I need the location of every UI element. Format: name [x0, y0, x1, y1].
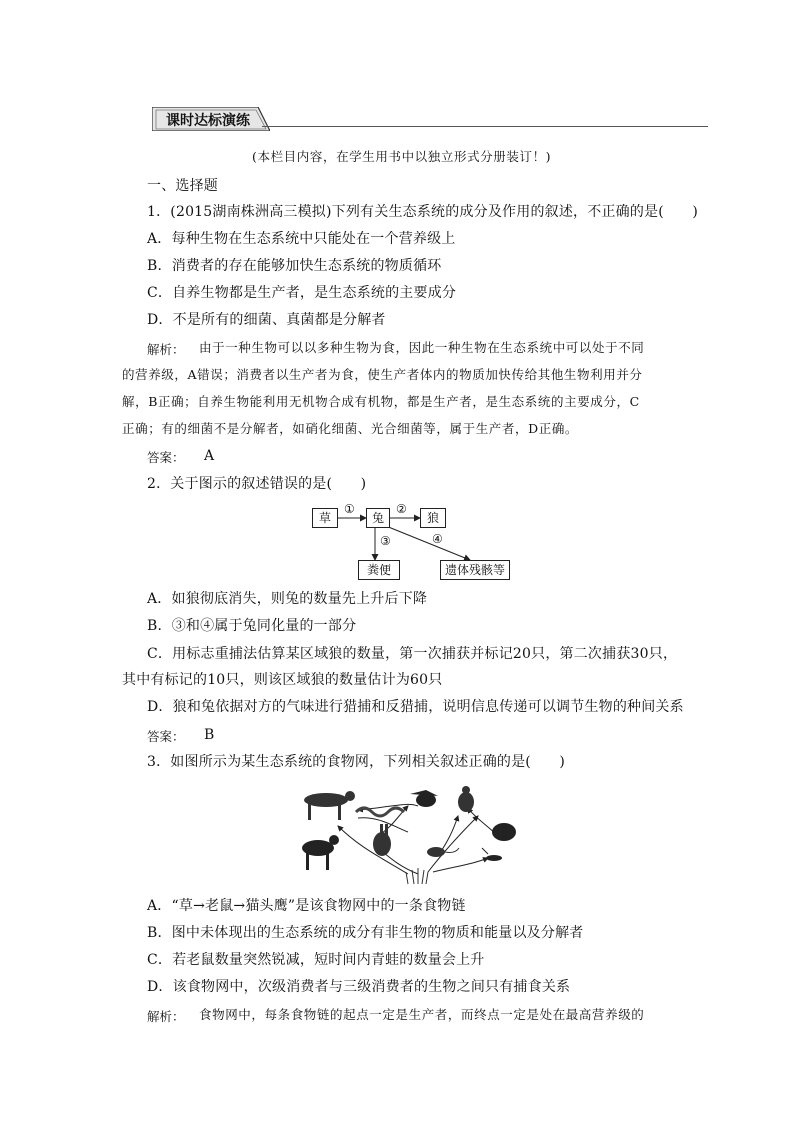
q1-answer: A — [204, 448, 215, 464]
section-heading: 一、选择题 — [147, 178, 218, 194]
goat-icon — [302, 835, 339, 870]
snake-icon — [356, 808, 404, 816]
header-rule — [262, 126, 708, 127]
edge-label-1: ① — [344, 502, 355, 516]
rabbit-icon — [373, 824, 391, 856]
q3-option-b: B．图中未体现出的生态系统的成分有非生物的物质和能量以及分解者 — [147, 925, 584, 941]
q3-option-d: D．该食物网中，次级消费者与三级消费者的生物之间只有捕食关系 — [147, 979, 571, 995]
q3-option-c: C．若老鼠数量突然锐减，短时间内青蛙的数量会上升 — [147, 952, 485, 968]
q3-explanation-label: 解析： — [147, 1009, 185, 1024]
food-web-illustration — [298, 786, 528, 886]
q2-option-a: A．如狼彻底消失，则兔的数量先上升后下降 — [147, 591, 428, 607]
q1-explanation-line: 解，B正确；自养生物能利用无机物合成有机物，都是生产者，是生态系统的主要成分，C — [122, 394, 640, 409]
q1-answer-label: 答案： — [147, 450, 185, 465]
frog-icon — [492, 823, 516, 841]
edge-label-3: ③ — [380, 534, 391, 548]
q3-explanation-line: 食物网中，每条食物链的起点一定是生产者，而终点一定是处在最高营养级的 — [199, 1007, 645, 1022]
edge-label-4: ④ — [432, 532, 443, 546]
q2-answer-label: 答案： — [147, 729, 185, 744]
node-remains: 遗体残骸等 — [440, 560, 510, 580]
q1-option-d: D．不是所有的细菌、真菌都是分解者 — [147, 312, 386, 328]
node-rabbit: 兔 — [366, 508, 390, 528]
q1-explanation-line: 的营养级，A错误；消费者以生产者为食，使生产者体内的物质加快传给其他生物利用并分 — [122, 367, 643, 382]
q1-explanation-label: 解析： — [147, 342, 185, 357]
monkey-icon — [458, 786, 474, 812]
node-feces: 粪便 — [358, 560, 400, 580]
cheetah-icon — [304, 791, 355, 820]
q1-explanation-line: 正确；有的细菌不是分解者，如硝化细菌、光合细菌等，属于生产者，D正确。 — [122, 421, 579, 436]
q2-option-c: C．用标志重捕法估算某区域狼的数量，第一次捕获并标记20只，第二次捕获30只， — [147, 646, 678, 662]
energy-flow-diagram — [300, 500, 520, 582]
q1-option-c: C．自养生物都是生产者，是生态系统的主要成分 — [147, 285, 457, 301]
q2-stem: 2．关于图示的叙述错误的是( ) — [147, 476, 367, 492]
q1-explanation-line: 由于一种生物可以以多种生物为食，因此一种生物在生态系统中可以处于不同 — [199, 340, 645, 355]
q3-stem: 3．如图所示为某生态系统的食物网，下列相关叙述正确的是( ) — [147, 754, 566, 770]
q3-option-a: A．“草→老鼠→猫头鹰”是该食物网中的一条食物链 — [147, 898, 466, 914]
node-wolf: 狼 — [420, 508, 446, 528]
q2-option-c-cont: 其中有标记的10只，则该区域狼的数量估计为60只 — [122, 672, 443, 688]
q1-option-a: A．每种生物在生态系统中只能处在一个营养级上 — [147, 231, 456, 247]
q2-option-d: D．狼和兔依据对方的气味进行猎捕和反猎捕，说明信息传递可以调节生物的种间关系 — [147, 699, 684, 715]
q2-option-b: B．③和④属于兔同化量的一部分 — [147, 618, 357, 634]
node-grass: 草 — [312, 508, 338, 528]
q1-option-b: B．消费者的存在能够加快生态系统的物质循环 — [147, 258, 442, 274]
edge-label-2: ② — [396, 502, 407, 516]
q1-stem: 1．(2015湖南株洲高三模拟)下列有关生态系统的成分及作用的叙述，不正确的是( ) — [147, 204, 698, 220]
section-title: 课时达标演练 — [166, 113, 250, 129]
binding-note: (本栏目内容，在学生用书中以独立形式分册装订！) — [252, 149, 552, 164]
q2-answer: B — [204, 727, 215, 743]
